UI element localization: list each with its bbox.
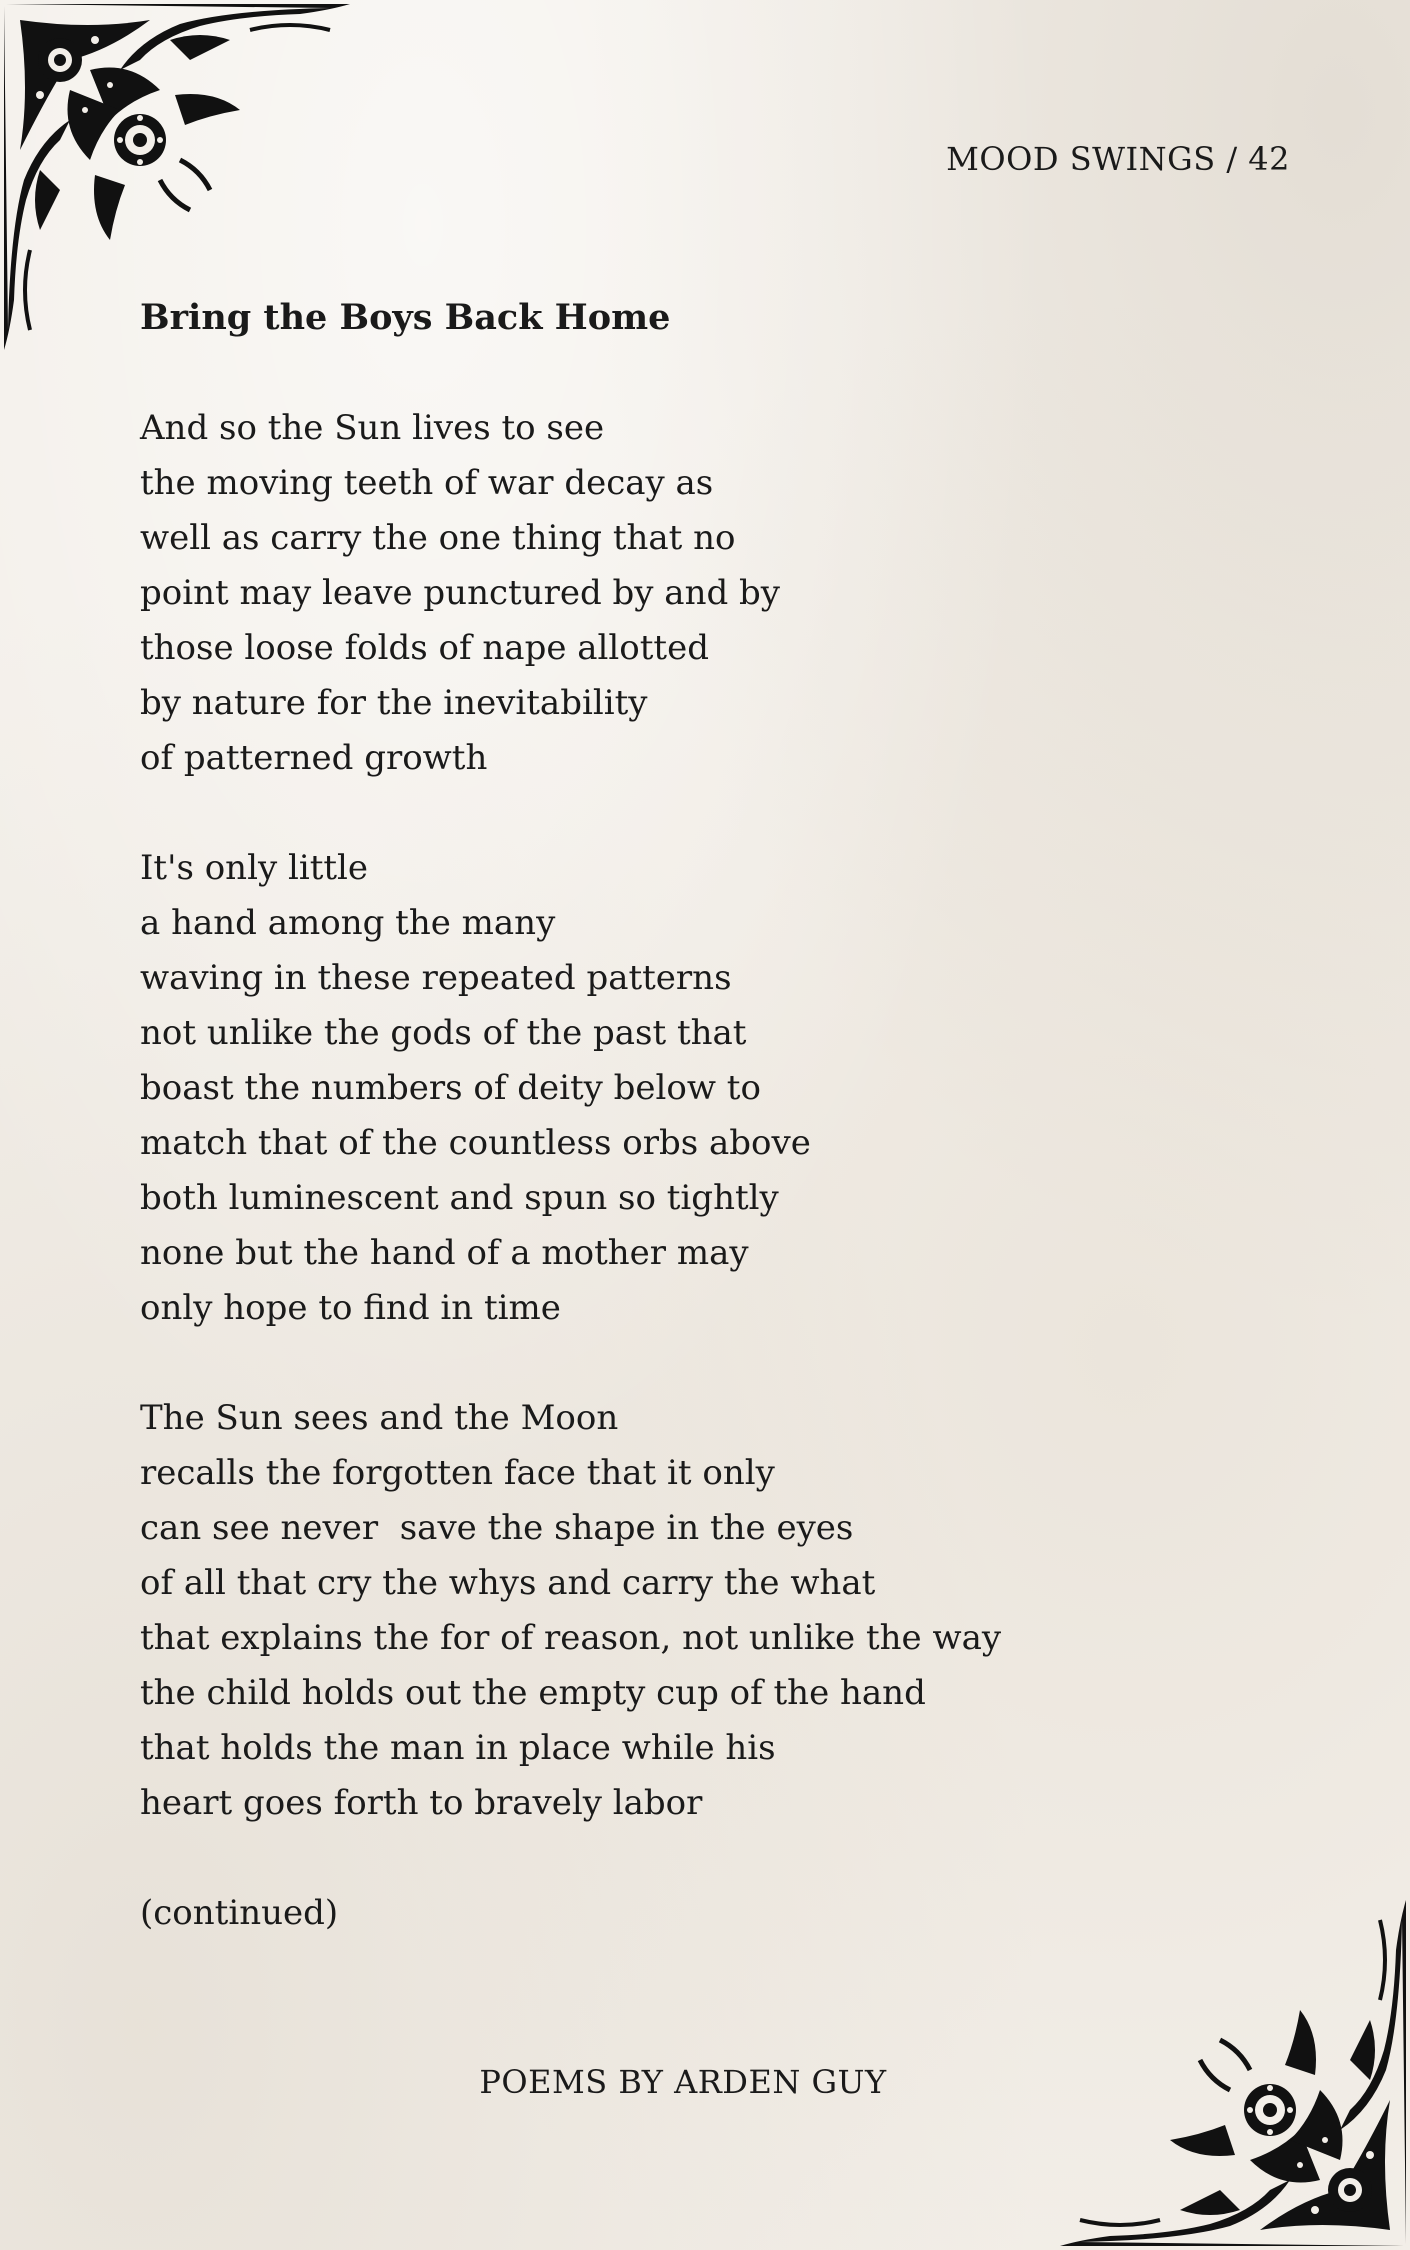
byline: POEMS BY ARDEN GUY — [479, 2063, 887, 2101]
poem-line: boast the numbers of deity below to — [140, 1068, 761, 1108]
poem-line: can see never save the shape in the eyes — [140, 1508, 854, 1548]
running-head: MOOD SWINGS / 42 — [946, 140, 1290, 178]
poem-line: It's only little — [140, 848, 369, 888]
poem-line: And so the Sun lives to see — [140, 408, 605, 448]
poem-line: both luminescent and spun so tightly — [140, 1178, 779, 1218]
continued-note: (continued) — [140, 1893, 339, 1933]
poem-line: the moving teeth of war decay as — [140, 463, 714, 503]
poem-line: match that of the countless orbs above — [140, 1123, 811, 1163]
stanza-1 — [140, 401, 1290, 786]
poem-line: those loose folds of nape allotted — [140, 628, 709, 668]
poem-line: none but the hand of a mother may — [140, 1233, 749, 1273]
stanza-3 — [140, 1391, 1290, 1831]
poem-line: heart goes forth to bravely labor — [140, 1783, 703, 1823]
poem-line: recalls the forgotten face that it only — [140, 1453, 775, 1493]
stanza-2 — [140, 841, 1290, 1336]
poem-line: well as carry the one thing that no — [140, 518, 736, 558]
poem-line: of all that cry the whys and carry the what — [140, 1563, 876, 1603]
poem-line: a hand among the many — [140, 903, 556, 943]
poem-line: that holds the man in place while his — [140, 1728, 776, 1768]
poem-line: not unlike the gods of the past that — [140, 1013, 747, 1053]
poem — [140, 290, 1290, 1941]
poem-line: point may leave punctured by and by — [140, 573, 781, 613]
poem-line: only hope to find in time — [140, 1288, 561, 1328]
poem-line: of patterned growth — [140, 738, 488, 778]
poem-line: by nature for the inevitability — [140, 683, 648, 723]
poem-title: Bring the Boys Back Home — [140, 297, 671, 338]
poem-line: waving in these repeated patterns — [140, 958, 732, 998]
poem-line: the child holds out the empty cup of the hand — [140, 1673, 926, 1713]
poem-line: that explains the for of reason, not unlike the way — [140, 1618, 1002, 1658]
poem-line: The Sun sees and the Moon — [140, 1398, 619, 1438]
